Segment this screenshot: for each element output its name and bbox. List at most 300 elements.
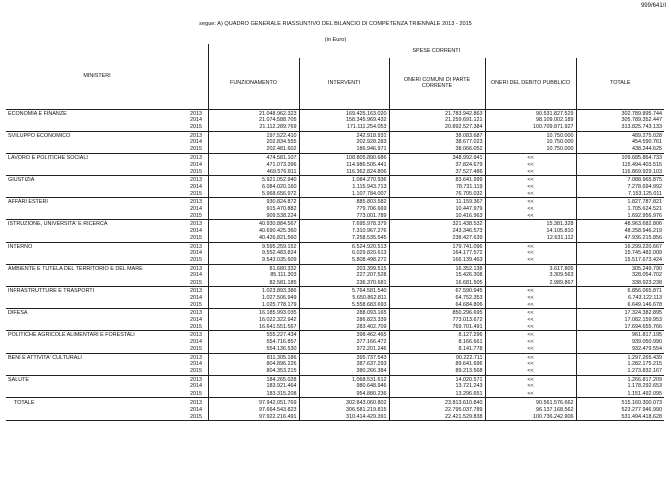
oneri-debito-cell: << bbox=[485, 168, 576, 175]
table-row bbox=[6, 338, 664, 345]
funzionamento-cell: 9.552.483.824 bbox=[208, 250, 299, 257]
oneri-comuni-cell: 21.783.942.863 bbox=[389, 109, 485, 117]
totale-cell: 115.494.403.515 bbox=[576, 161, 664, 168]
totale-cell: 1.297.265.439 bbox=[576, 353, 664, 361]
year-cell: 2014 bbox=[190, 272, 202, 279]
totale-cell: 1.705.624.521 bbox=[576, 205, 664, 212]
ministry-name: AMBIENTE E TUTELA DEL TERRITORIO E DEL MARE bbox=[8, 265, 143, 272]
oneri-comuni-cell: 773.013.672 bbox=[389, 316, 485, 323]
totale-cell: 1.282.175.215 bbox=[576, 361, 664, 368]
ministry-name-empty bbox=[6, 413, 188, 420]
totale-cell: 15.517.673.424 bbox=[576, 257, 664, 264]
oneri-comuni-cell: 321.438.532 bbox=[389, 220, 485, 228]
oneri-comuni-cell: 13.721.243 bbox=[389, 383, 485, 390]
oneri-debito-cell: << bbox=[485, 338, 576, 345]
oneri-comuni-cell: 16.352.138 bbox=[389, 264, 485, 272]
ministry-name: LAVORO E POLITICHE SOCIALI bbox=[8, 154, 88, 161]
oneri-comuni-cell: 64.684.806 bbox=[389, 301, 485, 308]
year-cell: 2015 bbox=[188, 368, 208, 375]
oneri-debito-cell: << bbox=[485, 213, 576, 220]
ministry-name: INFRASTRUTTURE E TRASPORTI bbox=[8, 288, 95, 294]
header-year-spacer bbox=[188, 44, 208, 109]
interventi-cell: 288.093.165 bbox=[299, 309, 389, 317]
oneri-comuni-cell: 23.813.610.840 bbox=[389, 397, 485, 406]
oneri-comuni-cell: 10.416.963 bbox=[389, 213, 485, 220]
interventi-cell: 6.029.820.613 bbox=[299, 250, 389, 257]
table-row bbox=[6, 301, 664, 308]
totale-cell: 515.160.300.073 bbox=[576, 397, 664, 406]
ministry-name-empty bbox=[6, 124, 188, 131]
table-row bbox=[6, 213, 664, 220]
interventi-cell: 5.764.581.540 bbox=[299, 287, 389, 295]
funzionamento-cell: 1.023.893.386 bbox=[208, 287, 299, 295]
totale-cell: 7.278.694.992 bbox=[576, 183, 664, 190]
totale-cell: 305.249.790 bbox=[576, 264, 664, 272]
table-row bbox=[6, 168, 664, 175]
oneri-debito-cell: 10.750.000 bbox=[485, 139, 576, 146]
ministry-name: POLITICHE AGRICOLE ALIMENTARI E FORESTALI bbox=[8, 332, 135, 339]
totale-cell: 1.151.492.095 bbox=[576, 390, 664, 397]
oneri-comuni-cell: 21.259.691.121 bbox=[389, 117, 485, 124]
totale-cell: 1.827.787.821 bbox=[576, 198, 664, 206]
oneri-comuni-cell: 243.346.573 bbox=[389, 227, 485, 234]
table-row bbox=[6, 257, 664, 264]
oneri-comuni-cell: 166.139.463 bbox=[389, 257, 485, 264]
total-row bbox=[6, 406, 664, 413]
interventi-cell: 236.370.681 bbox=[299, 279, 389, 286]
totale-cell: 338.923.238 bbox=[576, 279, 664, 286]
ministry-name: DIFESA bbox=[8, 310, 28, 317]
ministry-name-empty bbox=[6, 316, 188, 323]
table-row bbox=[6, 183, 664, 190]
totale-cell: 438.244.625 bbox=[576, 146, 664, 153]
year-cell: 2013 bbox=[190, 177, 202, 184]
funzionamento-cell: 40.690.425.360 bbox=[208, 227, 299, 234]
totale-cell: 6.649.146.678 bbox=[576, 301, 664, 308]
oneri-comuni-cell: 10.447.979 bbox=[389, 205, 485, 212]
table-row bbox=[6, 331, 664, 339]
interventi-cell: 377.166.472 bbox=[299, 338, 389, 345]
year-cell: 2013 bbox=[190, 110, 202, 117]
oneri-comuni-cell: 179.741.096 bbox=[389, 242, 485, 250]
ministry-name-empty bbox=[6, 117, 188, 124]
table-row bbox=[6, 250, 664, 257]
oneri-comuni-cell: 769.701.491 bbox=[389, 324, 485, 331]
funzionamento-cell: 804.896.226 bbox=[208, 361, 299, 368]
funzionamento-cell: 6.084.020.160 bbox=[208, 183, 299, 190]
funzionamento-cell: 183.921.464 bbox=[208, 383, 299, 390]
oneri-comuni-cell: 83.641.999 bbox=[389, 176, 485, 184]
table-row bbox=[6, 190, 664, 197]
funzionamento-cell: 16.641.551.567 bbox=[208, 324, 299, 331]
totale-cell: 17.694.655.766 bbox=[576, 324, 664, 331]
totale-cell: 116.869.929.103 bbox=[576, 168, 664, 175]
interventi-cell: 980.648.946 bbox=[299, 383, 389, 390]
ministry-name-empty bbox=[6, 294, 188, 301]
year-cell: 2014 bbox=[190, 316, 202, 323]
ministry-name-empty bbox=[6, 406, 188, 413]
year-cell: 2015 bbox=[188, 190, 208, 197]
year-cell: 2014 bbox=[190, 183, 202, 190]
interventi-cell: 5.650.862.811 bbox=[299, 294, 389, 301]
ministry-name-empty bbox=[6, 324, 188, 331]
oneri-debito-cell: 10.750.000 bbox=[485, 146, 576, 153]
funzionamento-cell: 40.426.821.560 bbox=[208, 235, 299, 242]
table-row bbox=[6, 324, 664, 331]
table-row bbox=[6, 176, 664, 184]
oneri-debito-cell: << bbox=[485, 161, 576, 168]
oneri-comuni-cell: 64.752.353 bbox=[389, 294, 485, 301]
totale-cell: 932.479.554 bbox=[576, 346, 664, 353]
oneri-debito-cell: << bbox=[485, 368, 576, 375]
oneri-debito-cell: << bbox=[485, 176, 576, 184]
interventi-cell: 116.362.824.806 bbox=[299, 168, 389, 175]
oneri-comuni-cell: 238.427.639 bbox=[389, 235, 485, 242]
year-cell: 2015 bbox=[188, 301, 208, 308]
ministry-name-empty bbox=[6, 227, 188, 234]
funzionamento-cell: 197.522.410 bbox=[208, 131, 299, 139]
totale-cell: 48.963.682.806 bbox=[576, 220, 664, 228]
currency-unit: (in Euro) bbox=[324, 37, 347, 43]
funzionamento-cell: 81.680.332 bbox=[208, 264, 299, 272]
ministry-name-empty bbox=[6, 250, 188, 257]
oneri-debito-cell: << bbox=[485, 250, 576, 257]
interventi-cell: 286.823.339 bbox=[299, 316, 389, 323]
funzionamento-cell: 5.968.656.972 bbox=[208, 190, 299, 197]
totale-cell: 6.743.122.113 bbox=[576, 294, 664, 301]
table-row bbox=[6, 205, 664, 212]
oneri-debito-cell: << bbox=[485, 242, 576, 250]
oneri-debito-cell: 100.736.242.906 bbox=[485, 413, 576, 420]
interventi-cell: 7.310.967.276 bbox=[299, 227, 389, 234]
oneri-debito-cell: 96.137.168.562 bbox=[485, 406, 576, 413]
oneri-debito-cell: << bbox=[485, 183, 576, 190]
interventi-cell: 171.111.254.053 bbox=[299, 124, 389, 131]
table-row bbox=[6, 227, 664, 234]
oneri-comuni-cell: 8.141.778 bbox=[389, 346, 485, 353]
table-row bbox=[6, 309, 664, 317]
year-cell: 2013 bbox=[190, 132, 202, 139]
oneri-debito-cell: 14.105.810 bbox=[485, 227, 576, 234]
ministry-name: ISTRUZIONE, UNIVERSITA' E RICERCA bbox=[8, 221, 108, 228]
ministry-name-empty bbox=[6, 390, 188, 397]
year-cell: 2013 bbox=[190, 265, 202, 272]
oneri-comuni-cell: 89.213.568 bbox=[389, 368, 485, 375]
ministry-name-empty bbox=[6, 161, 188, 168]
ministry-name: ECONOMIA E FINANZE bbox=[8, 110, 67, 117]
totale-cell: 523.277.946.990 bbox=[576, 406, 664, 413]
year-cell: 2015 bbox=[188, 324, 208, 331]
year-cell: 2015 bbox=[188, 279, 208, 286]
funzionamento-cell: 21.048.962.323 bbox=[208, 109, 299, 117]
interventi-cell: 5.558.683.693 bbox=[299, 301, 389, 308]
year-cell: 2014 bbox=[190, 205, 202, 212]
oneri-debito-cell: << bbox=[485, 198, 576, 206]
funzionamento-cell: 9.543.035.609 bbox=[208, 257, 299, 264]
funzionamento-cell: 202.834.555 bbox=[208, 139, 299, 146]
year-cell: 2014 bbox=[190, 361, 202, 368]
interventi-cell: 5.808.498.272 bbox=[299, 257, 389, 264]
oneri-debito-cell: << bbox=[485, 190, 576, 197]
year-cell: 2013 bbox=[190, 199, 202, 206]
totale-cell: 109.685.864.733 bbox=[576, 153, 664, 161]
oneri-comuni-cell: 89.641.696 bbox=[389, 361, 485, 368]
year-cell: 2014 bbox=[190, 117, 202, 124]
total-label: TOTALE bbox=[14, 399, 35, 406]
totale-cell: 17.324.382.895 bbox=[576, 309, 664, 317]
totale-cell: 489.275.028 bbox=[576, 131, 664, 139]
totale-cell: 1.273.832.167 bbox=[576, 368, 664, 375]
table-row bbox=[6, 131, 664, 139]
interventi-cell: 302.843.060.802 bbox=[299, 397, 389, 406]
year-cell: 2014 bbox=[190, 250, 202, 257]
totale-cell: 1.692.956.976 bbox=[576, 213, 664, 220]
totale-cell: 7.088.965.875 bbox=[576, 176, 664, 184]
budget-table bbox=[6, 44, 664, 421]
interventi-cell: 1.084.270.936 bbox=[299, 176, 389, 184]
table-row bbox=[6, 294, 664, 301]
oneri-debito-cell: << bbox=[485, 346, 576, 353]
totale-cell: 454.590.761 bbox=[576, 139, 664, 146]
funzionamento-cell: 21.112.289.769 bbox=[208, 124, 299, 131]
year-cell: 2014 bbox=[190, 139, 202, 146]
header-oneri-comuni: ONERI COMUNI DI PARTE CORRENTE bbox=[389, 58, 485, 109]
oneri-comuni-cell: 22.795.037.789 bbox=[389, 406, 485, 413]
oneri-debito-cell: << bbox=[485, 375, 576, 383]
table-row bbox=[6, 346, 664, 353]
interventi-cell: 779.706.669 bbox=[299, 205, 389, 212]
year-cell: 2013 bbox=[190, 243, 202, 250]
table-row bbox=[6, 139, 664, 146]
interventi-cell: 227.207.528 bbox=[299, 272, 389, 279]
oneri-comuni-cell: 38.083.687 bbox=[389, 131, 485, 139]
oneri-comuni-cell: 78.731.119 bbox=[389, 183, 485, 190]
oneri-debito-cell: << bbox=[485, 353, 576, 361]
year-cell: 2013 bbox=[190, 288, 202, 294]
oneri-comuni-cell: 164.177.572 bbox=[389, 250, 485, 257]
interventi-cell: 310.414.429.391 bbox=[299, 413, 389, 420]
year-cell: 2015 bbox=[188, 413, 208, 420]
interventi-cell: 202.928.283 bbox=[299, 139, 389, 146]
funzionamento-cell: 1.025.778.179 bbox=[208, 301, 299, 308]
ministry-name-empty bbox=[6, 139, 188, 146]
funzionamento-cell: 97.664.543.823 bbox=[208, 406, 299, 413]
oneri-comuni-cell: 11.159.367 bbox=[389, 198, 485, 206]
table-row bbox=[6, 272, 664, 279]
totale-cell: 305.789.352.447 bbox=[576, 117, 664, 124]
oneri-comuni-cell: 20.892.527.384 bbox=[389, 124, 485, 131]
header-totale: TOTALE bbox=[576, 58, 664, 109]
totale-cell: 302.789.895.744 bbox=[576, 109, 664, 117]
totale-cell: 961.817.195 bbox=[576, 331, 664, 339]
funzionamento-cell: 40.930.884.567 bbox=[208, 220, 299, 228]
totale-cell: 47.936.215.856 bbox=[576, 235, 664, 242]
table-row bbox=[6, 235, 664, 242]
oneri-debito-cell: << bbox=[485, 324, 576, 331]
year-cell: 2014 bbox=[190, 339, 202, 346]
ministry-name: INTERNO bbox=[8, 243, 33, 250]
table-row bbox=[6, 375, 664, 383]
oneri-comuni-cell: 22.421.529.838 bbox=[389, 413, 485, 420]
totale-cell: 939.050.990 bbox=[576, 338, 664, 345]
interventi-cell: 885.803.582 bbox=[299, 198, 389, 206]
funzionamento-cell: 915.470.882 bbox=[208, 205, 299, 212]
oneri-debito-cell: 98.109.002.189 bbox=[485, 117, 576, 124]
year-cell: 2015 bbox=[188, 235, 208, 242]
oneri-debito-cell: 2.989.867 bbox=[485, 279, 576, 286]
ministry-name-empty bbox=[6, 301, 188, 308]
oneri-debito-cell: << bbox=[485, 301, 576, 308]
funzionamento-cell: 82.581.185 bbox=[208, 279, 299, 286]
funzionamento-cell: 97.942.051.769 bbox=[208, 397, 299, 406]
table-row bbox=[6, 383, 664, 390]
oneri-debito-cell: << bbox=[485, 153, 576, 161]
year-cell: 2015 bbox=[188, 146, 208, 153]
year-cell: 2015 bbox=[188, 124, 208, 131]
oneri-debito-cell: 10.750.000 bbox=[485, 131, 576, 139]
ministry-name: SALUTE bbox=[8, 376, 29, 383]
oneri-debito-cell: << bbox=[485, 294, 576, 301]
header-interventi: INTERVENTI bbox=[299, 58, 389, 109]
ministry-name-empty bbox=[6, 168, 188, 175]
interventi-cell: 395.737.543 bbox=[299, 353, 389, 361]
oneri-debito-cell: << bbox=[485, 287, 576, 295]
interventi-cell: 954.880.236 bbox=[299, 390, 389, 397]
ministry-name-empty bbox=[6, 257, 188, 264]
table-row bbox=[6, 361, 664, 368]
table-row bbox=[6, 117, 664, 124]
totale-cell: 313.825.743.133 bbox=[576, 124, 664, 131]
year-cell: 2013 bbox=[190, 354, 202, 361]
funzionamento-cell: 9.595.259.152 bbox=[208, 242, 299, 250]
funzionamento-cell: 97.922.216.491 bbox=[208, 413, 299, 420]
table-title: segue: A) QUADRO GENERALE RIASSUNTIVO DEL BILANCIO DI COMPETENZA TRIENNALE 2013 - 2015 bbox=[199, 21, 472, 27]
interventi-cell: 7.695.978.379 bbox=[299, 220, 389, 228]
funzionamento-cell: 21.074.588.705 bbox=[208, 117, 299, 124]
year-cell: 2015 bbox=[188, 257, 208, 264]
ministry-name-empty bbox=[6, 190, 188, 197]
oneri-comuni-cell: 67.590.945 bbox=[389, 287, 485, 295]
oneri-debito-cell: 90.531.827.529 bbox=[485, 109, 576, 117]
year-cell: 2013 bbox=[190, 310, 202, 317]
interventi-cell: 773.001.789 bbox=[299, 213, 389, 220]
funzionamento-cell: 5.921.052.940 bbox=[208, 176, 299, 184]
oneri-comuni-cell: 37.824.679 bbox=[389, 161, 485, 168]
interventi-cell: 1.115.943.713 bbox=[299, 183, 389, 190]
funzionamento-cell: 930.824.872 bbox=[208, 198, 299, 206]
funzionamento-cell: 469.576.811 bbox=[208, 168, 299, 175]
oneri-comuni-cell: 38.677.023 bbox=[389, 139, 485, 146]
funzionamento-cell: 471.073.396 bbox=[208, 161, 299, 168]
year-cell: 2014 bbox=[190, 161, 202, 168]
table-row bbox=[6, 390, 664, 397]
ministry-name-empty bbox=[6, 368, 188, 375]
year-cell: 2013 bbox=[190, 376, 202, 383]
ministry-name-empty bbox=[6, 205, 188, 212]
table-row bbox=[6, 242, 664, 250]
table-row bbox=[6, 124, 664, 131]
interventi-cell: 169.425.163.020 bbox=[299, 109, 389, 117]
totale-cell: 16.299.220.667 bbox=[576, 242, 664, 250]
oneri-debito-cell: 100.709.871.927 bbox=[485, 124, 576, 131]
oneri-debito-cell: << bbox=[485, 309, 576, 317]
oneri-comuni-cell: 76.705.032 bbox=[389, 190, 485, 197]
totale-cell: 531.494.418.628 bbox=[576, 413, 664, 420]
totale-cell: 17.082.159.953 bbox=[576, 316, 664, 323]
funzionamento-cell: 202.481.602 bbox=[208, 146, 299, 153]
table-row bbox=[6, 353, 664, 361]
oneri-debito-cell: << bbox=[485, 316, 576, 323]
totale-cell: 6.856.065.871 bbox=[576, 287, 664, 295]
oneri-debito-cell: << bbox=[485, 361, 576, 368]
ministry-name-empty bbox=[6, 361, 188, 368]
ministry-name-empty bbox=[6, 213, 188, 220]
ministry-name: BENI E ATTIVITA' CULTURALI bbox=[8, 354, 82, 361]
interventi-cell: 158.345.969.432 bbox=[299, 117, 389, 124]
ministry-name: AFFARI ESTERI bbox=[8, 199, 48, 206]
interventi-cell: 1.107.784.007 bbox=[299, 190, 389, 197]
oneri-comuni-cell: 8.127.296 bbox=[389, 331, 485, 339]
funzionamento-cell: 555.227.434 bbox=[208, 331, 299, 339]
oneri-comuni-cell: 8.166.661 bbox=[389, 338, 485, 345]
ministry-name: GIUSTIZIA bbox=[8, 177, 35, 184]
funzionamento-cell: 1.027.506.949 bbox=[208, 294, 299, 301]
total-row bbox=[6, 413, 664, 420]
total-row bbox=[6, 397, 664, 406]
interventi-cell: 242.918.931 bbox=[299, 131, 389, 139]
ministry-name-empty bbox=[6, 338, 188, 345]
interventi-cell: 7.258.535.545 bbox=[299, 235, 389, 242]
year-cell: 2013 bbox=[190, 221, 202, 228]
year-cell: 2013 bbox=[190, 332, 202, 339]
table-row bbox=[6, 161, 664, 168]
funzionamento-cell: 16.185.993.035 bbox=[208, 309, 299, 317]
totale-cell: 15.745.482.009 bbox=[576, 250, 664, 257]
totale-cell: 328.054.702 bbox=[576, 272, 664, 279]
funzionamento-cell: 184.265.028 bbox=[208, 375, 299, 383]
interventi-cell: 380.266.384 bbox=[299, 368, 389, 375]
interventi-cell: 283.402.709 bbox=[299, 324, 389, 331]
year-cell: 2014 bbox=[190, 228, 202, 235]
totale-cell: 7.153.125.011 bbox=[576, 190, 664, 197]
interventi-cell: 372.201.246 bbox=[299, 346, 389, 353]
header-oneri-debito: ONERI DEL DEBITO PUBBLICO bbox=[485, 58, 576, 109]
oneri-debito-cell: << bbox=[485, 383, 576, 390]
year-cell: 2015 bbox=[188, 346, 208, 353]
year-cell: 2015 bbox=[188, 168, 208, 175]
oneri-debito-cell: << bbox=[485, 331, 576, 339]
ministry-name: SVILUPPO ECONOMICO bbox=[8, 132, 71, 139]
ministry-name-empty bbox=[6, 146, 188, 153]
funzionamento-cell: 85.111.303 bbox=[208, 272, 299, 279]
oneri-debito-cell: 3.617.805 bbox=[485, 264, 576, 272]
header-spese-correnti: SPESE CORRENTI bbox=[412, 48, 461, 54]
funzionamento-cell: 909.538.224 bbox=[208, 213, 299, 220]
interventi-cell: 1.068.531.612 bbox=[299, 375, 389, 383]
year-cell: 2013 bbox=[190, 154, 202, 161]
oneri-debito-cell: << bbox=[485, 257, 576, 264]
table-row bbox=[6, 316, 664, 323]
interventi-cell: 114.986.505.441 bbox=[299, 161, 389, 168]
oneri-comuni-cell: 348.992.941 bbox=[389, 153, 485, 161]
header-funzionamento: FUNZIONAMENTO bbox=[208, 58, 299, 109]
funzionamento-cell: 474.581.107 bbox=[208, 153, 299, 161]
oneri-comuni-cell: 38.066.052 bbox=[389, 146, 485, 153]
oneri-debito-cell: 3.309.563 bbox=[485, 272, 576, 279]
table-row bbox=[6, 198, 664, 206]
year-cell: 2015 bbox=[188, 390, 208, 397]
oneri-debito-cell: 15.381.328 bbox=[485, 220, 576, 228]
